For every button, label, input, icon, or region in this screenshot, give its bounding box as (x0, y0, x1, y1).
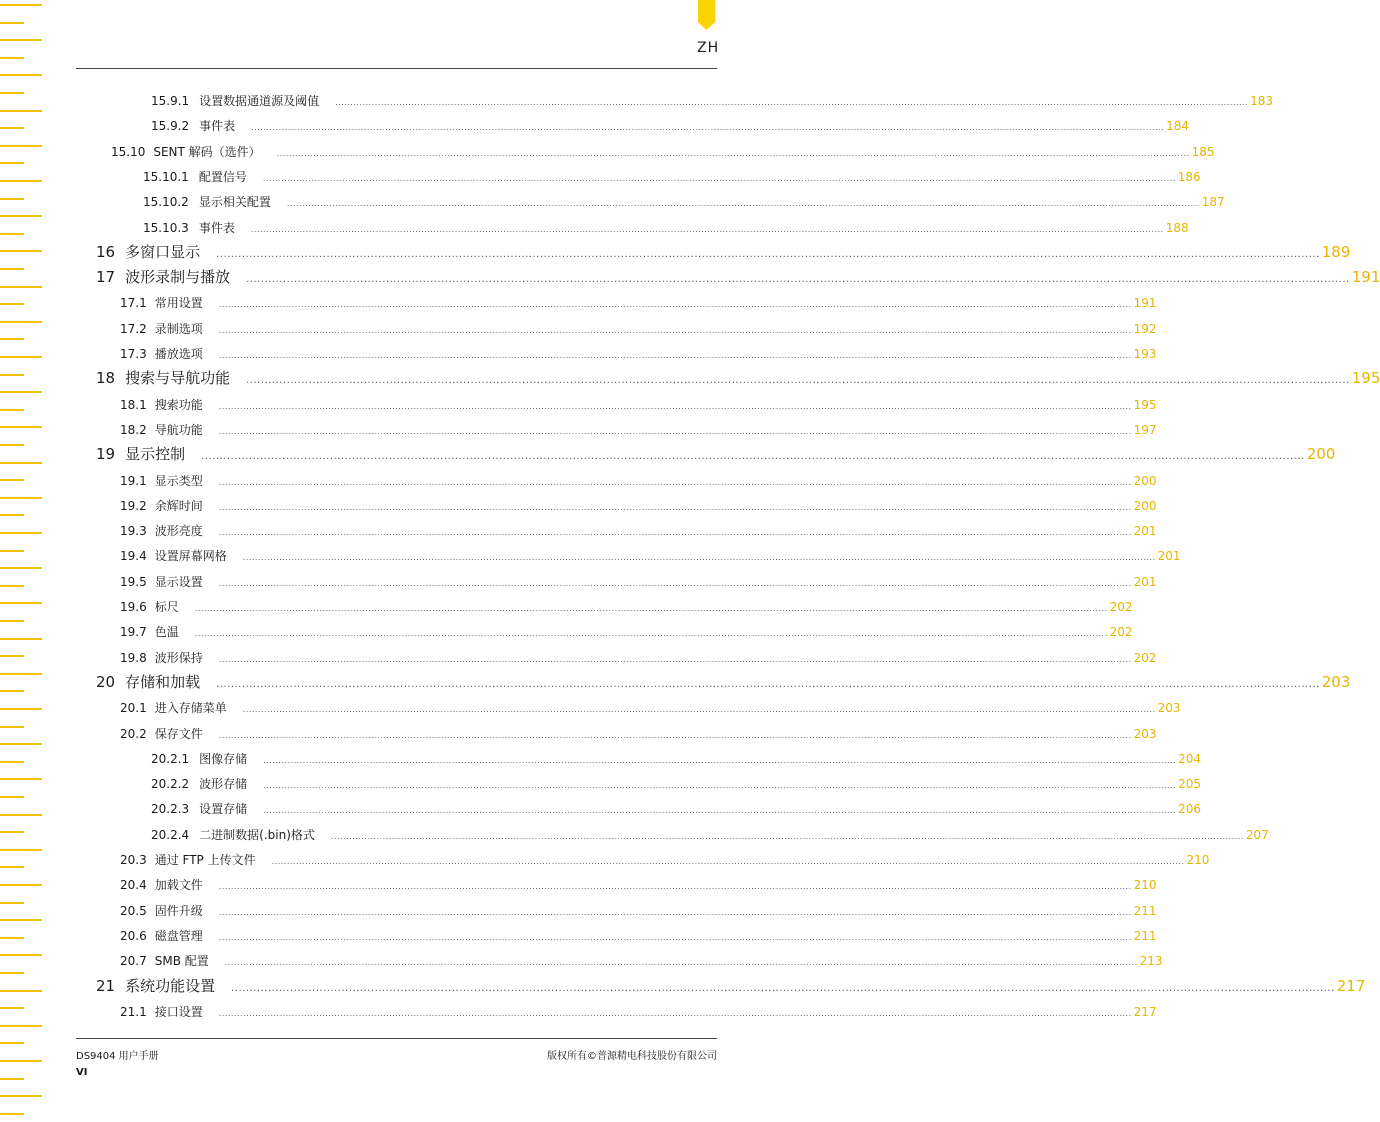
toc-entry[interactable] (151, 800, 1201, 817)
ruler-tick (0, 1078, 24, 1080)
page-edge-ruler (0, 0, 48, 1122)
ruler-tick (0, 57, 24, 59)
toc-entry[interactable] (120, 902, 1157, 918)
toc-entry-page: 217 (1336, 976, 1366, 995)
toc-entry-number: 20 (96, 672, 116, 691)
toc-entry-number: 20.2.3 (151, 802, 190, 817)
toc-leader-dots: ............................................................................................................................................................................................................................................................................................................ (218, 325, 1132, 335)
toc-entry[interactable] (120, 699, 1181, 716)
toc-entry-title: 搜索功能 (154, 397, 203, 412)
toc-entry-title: 磁盘管理 (154, 928, 203, 943)
toc-entry-page: 207 (1245, 827, 1269, 842)
toc-entry-title: 进入存储菜单 (154, 701, 227, 716)
toc-entry-title: SMB 配置 (154, 954, 209, 969)
ruler-tick (0, 550, 24, 552)
ruler-tick (0, 268, 24, 270)
toc-entry-title: 多窗口显示 (125, 242, 201, 261)
toc-entry[interactable] (96, 671, 1351, 691)
ruler-tick (0, 374, 24, 376)
ruler-tick (0, 250, 42, 252)
toc-entry[interactable] (120, 927, 1157, 943)
ruler-tick (0, 74, 42, 76)
ruler-tick (0, 743, 42, 745)
toc-entry-number: 20.2.2 (151, 777, 190, 792)
toc-entry-title: 设置屏幕网格 (154, 549, 227, 564)
toc-entry[interactable] (120, 396, 1157, 412)
toc-entry-number: 20.2.1 (151, 751, 190, 766)
toc-entry-title: 保存文件 (154, 726, 203, 741)
toc-leader-dots: ............................................................................................................................................................................................................................................................................................................ (216, 678, 1320, 690)
toc-leader-dots: ............................................................................................................................................................................................................................................................................................................ (231, 982, 1335, 994)
toc-entry-title: SENT 解码（选件） (153, 144, 261, 159)
toc-entry-page: 185 (1191, 144, 1215, 159)
toc-entry-page: 203 (1157, 701, 1181, 716)
toc-entry-number: 15.10.2 (143, 195, 189, 210)
toc-leader-dots: ............................................................................................................................................................................................................................................................................................................ (201, 451, 1305, 463)
toc-entry-title: 播放选项 (154, 347, 203, 361)
toc-leader-dots: ............................................................................................................................................................................................................................................................................................................ (271, 857, 1185, 866)
toc-entry[interactable] (120, 649, 1157, 665)
toc-entry-page: 204 (1178, 751, 1201, 766)
toc-entry-number: 19.6 (120, 600, 147, 614)
toc-entry-number: 18.1 (120, 397, 147, 412)
ruler-tick (0, 884, 42, 886)
toc-entry[interactable] (151, 826, 1269, 842)
toc-leader-dots: ............................................................................................................................................................................................................................................................................................................ (216, 248, 1320, 260)
toc-entry-title: 显示设置 (154, 574, 203, 589)
toc-entry-page: 184 (1166, 119, 1189, 134)
toc-entry-page: 211 (1133, 928, 1157, 943)
ruler-tick (0, 1060, 42, 1062)
toc-entry-number: 20.7 (120, 954, 147, 969)
ruler-tick (0, 690, 24, 692)
toc-entry-title: 波形录制与播放 (125, 268, 231, 287)
toc-entry-page: 191 (1351, 268, 1380, 287)
toc-leader-dots: ............................................................................................................................................................................................................................................................................................................ (276, 148, 1190, 158)
ruler-tick (0, 127, 24, 129)
toc-entry-number: 19.1 (120, 473, 147, 488)
toc-entry-page: 200 (1306, 445, 1336, 464)
toc-entry[interactable] (120, 497, 1157, 513)
toc-entry-title: 加载文件 (154, 878, 203, 893)
toc-entry-page: 210 (1133, 878, 1157, 893)
ruler-tick (0, 1095, 42, 1097)
toc-entry[interactable] (120, 623, 1133, 640)
toc-entry-page: 183 (1250, 94, 1273, 108)
ruler-tick (0, 338, 24, 340)
toc-entry-number: 19.5 (120, 574, 147, 589)
toc-entry[interactable] (96, 266, 1380, 287)
ruler-tick (0, 145, 42, 147)
ruler-tick (0, 708, 42, 710)
ruler-tick (0, 162, 24, 164)
toc-leader-dots: ............................................................................................................................................................................................................................................................................................................ (218, 654, 1132, 664)
toc-entry-title: 录制选项 (154, 321, 203, 336)
toc-entry-page: 189 (1321, 242, 1351, 261)
toc-entry-page: 205 (1178, 777, 1201, 792)
toc-entry-title: 二进制数据(.bin)格式 (199, 827, 315, 842)
toc-entry-number: 17 (96, 268, 116, 287)
toc-entry[interactable] (96, 443, 1336, 464)
toc-entry[interactable] (151, 750, 1201, 766)
toc-entry-title: 设置数据通道源及阈值 (199, 94, 320, 108)
toc-leader-dots: ............................................................................................................................................................................................................................................................................................................ (242, 705, 1156, 715)
ruler-tick (0, 426, 42, 428)
toc-entry-number: 17.3 (120, 347, 147, 361)
toc-leader-dots: ............................................................................................................................................................................................................................................................................................................ (218, 932, 1132, 942)
ruler-tick (0, 22, 24, 24)
toc-entry-number: 20.4 (120, 878, 147, 893)
ruler-tick (0, 198, 24, 200)
toc-entry-number: 15.10.3 (143, 220, 189, 235)
toc-entry-page: 202 (1109, 600, 1133, 614)
toc-entry-title: 余辉时间 (154, 498, 203, 513)
ruler-tick (0, 391, 42, 393)
ruler-tick (0, 409, 24, 411)
ruler-tick (0, 4, 42, 6)
toc-leader-dots: ............................................................................................................................................................................................................................................................................................................ (218, 401, 1132, 411)
toc-entry-number: 19.2 (120, 498, 147, 513)
toc-entry[interactable] (96, 367, 1380, 388)
toc-leader-dots: ............................................................................................................................................................................................................................................................................................................ (246, 274, 1350, 286)
toc-entry[interactable] (120, 952, 1163, 969)
toc-entry-title: 配置信号 (198, 169, 247, 184)
toc-entry-title: 图像存储 (199, 751, 248, 766)
ruler-tick (0, 1113, 24, 1115)
toc-entry[interactable] (120, 320, 1157, 336)
toc-entry-title: 波形保持 (154, 650, 203, 665)
toc-entry-page: 201 (1157, 549, 1181, 564)
toc-entry[interactable] (120, 421, 1157, 437)
ruler-tick (0, 778, 42, 780)
ruler-tick (0, 638, 42, 640)
toc-leader-dots: ............................................................................................................................................................................................................................................................................................................ (218, 882, 1132, 892)
ruler-tick (0, 92, 24, 94)
ruler-tick (0, 919, 42, 921)
toc-entry[interactable] (120, 598, 1133, 614)
toc-entry-page: 203 (1321, 672, 1351, 691)
toc-entry-page: 217 (1133, 1004, 1157, 1019)
toc-leader-dots: ............................................................................................................................................................................................................................................................................................................ (194, 629, 1108, 639)
toc-leader-dots: ............................................................................................................................................................................................................................................................................................................ (218, 528, 1132, 538)
toc-entry-page: 201 (1133, 524, 1157, 539)
toc-entry-title: 色温 (154, 625, 179, 640)
toc-entry-number: 20.3 (120, 853, 147, 867)
toc-entry-number: 20.1 (120, 701, 147, 716)
toc-entry-number: 15.10 (111, 144, 146, 159)
toc-leader-dots: ............................................................................................................................................................................................................................................................................................................ (218, 578, 1132, 588)
toc-leader-dots: ............................................................................................................................................................................................................................................................................................................ (218, 477, 1132, 487)
toc-entry-page: 203 (1133, 726, 1157, 741)
ruler-tick (0, 462, 42, 464)
ruler-tick (0, 585, 24, 587)
ruler-tick (0, 602, 42, 604)
ruler-tick (0, 1042, 24, 1044)
toc-entry[interactable] (111, 143, 1215, 159)
toc-entry-number: 15.10.1 (143, 169, 189, 184)
toc-leader-dots: ............................................................................................................................................................................................................................................................................................................ (218, 1008, 1132, 1018)
toc-entry-title: 波形存储 (199, 777, 248, 792)
toc-entry-title: 显示相关配置 (198, 195, 271, 210)
toc-leader-dots: ............................................................................................................................................................................................................................................................................................................ (194, 604, 1108, 613)
toc-entry-page: 210 (1186, 853, 1210, 867)
toc-entry-number: 15.9.2 (151, 119, 190, 134)
ruler-tick (0, 972, 24, 974)
toc-leader-dots: ............................................................................................................................................................................................................................................................................................................ (330, 831, 1244, 841)
toc-entry[interactable] (120, 876, 1157, 893)
toc-leader-dots: ............................................................................................................................................................................................................................................................................................................ (224, 958, 1138, 968)
toc-leader-dots: ............................................................................................................................................................................................................................................................................................................ (262, 173, 1176, 183)
toc-entry-title: 导航功能 (154, 422, 203, 437)
toc-entry-title: 系统功能设置 (125, 976, 216, 995)
toc-entry-number: 18 (96, 369, 116, 388)
toc-entry-page: 201 (1133, 574, 1157, 589)
ruler-tick (0, 444, 24, 446)
ruler-tick (0, 1007, 24, 1009)
ruler-tick (0, 937, 24, 939)
footer-copyright: 版权所有©普源精电科技股份有限公司 (547, 1051, 717, 1062)
toc-entry-number: 20.2.4 (151, 827, 190, 842)
toc-entry-number: 17.2 (120, 321, 147, 336)
language-tab-marker (698, 0, 715, 30)
toc-entry-page: 211 (1133, 903, 1157, 918)
toc-entry-number: 19 (96, 445, 116, 464)
ruler-tick (0, 286, 42, 288)
toc-entry-page: 213 (1139, 954, 1163, 969)
toc-leader-dots: ............................................................................................................................................................................................................................................................................................................ (218, 907, 1132, 917)
toc-entry-page: 195 (1351, 369, 1380, 388)
toc-entry-number: 20.6 (120, 928, 147, 943)
toc-entry[interactable] (96, 241, 1351, 261)
ruler-tick (0, 532, 42, 534)
toc-entry-page: 200 (1133, 498, 1157, 513)
toc-entry-page: 206 (1178, 802, 1201, 817)
toc-entry-page: 197 (1133, 422, 1157, 437)
ruler-tick (0, 954, 42, 956)
toc-entry[interactable] (120, 345, 1157, 361)
toc-entry-title: 显示类型 (154, 473, 203, 488)
toc-leader-dots: ............................................................................................................................................................................................................................................................................................................ (286, 199, 1200, 209)
ruler-tick (0, 902, 24, 904)
ruler-tick (0, 814, 42, 816)
toc-entry-number: 20.5 (120, 903, 147, 918)
ruler-tick (0, 849, 42, 851)
toc-entry-page: 187 (1201, 195, 1225, 210)
toc-entry-title: 搜索与导航功能 (125, 369, 231, 388)
toc-entry-page: 200 (1133, 473, 1157, 488)
toc-entry[interactable] (120, 547, 1181, 564)
header-rule (76, 68, 717, 69)
toc-entry-number: 16 (96, 242, 116, 261)
toc-entry-title: 设置存储 (199, 802, 248, 817)
toc-entry-number: 19.3 (120, 524, 147, 539)
toc-entry-title: 事件表 (198, 220, 235, 235)
toc-entry-number: 18.2 (120, 422, 147, 437)
ruler-tick (0, 761, 24, 763)
toc-leader-dots: ............................................................................................................................................................................................................................................................................................................ (242, 553, 1156, 563)
toc-entry-page: 186 (1177, 169, 1201, 184)
ruler-tick (0, 356, 42, 358)
toc-entry[interactable] (143, 193, 1225, 210)
toc-leader-dots: ............................................................................................................................................................................................................................................................................................................ (218, 426, 1132, 436)
toc-entry[interactable] (143, 219, 1189, 235)
toc-leader-dots: ............................................................................................................................................................................................................................................................................................................ (218, 502, 1132, 512)
toc-entry[interactable] (151, 92, 1273, 108)
toc-leader-dots: ............................................................................................................................................................................................................................................................................................................ (251, 123, 1165, 133)
toc-entry-title: 固件升级 (154, 903, 203, 918)
toc-entry[interactable] (151, 775, 1201, 792)
ruler-tick (0, 321, 42, 323)
toc-leader-dots: ............................................................................................................................................................................................................................................................................................................ (263, 806, 1177, 816)
toc-leader-dots: ............................................................................................................................................................................................................................................................................................................ (218, 730, 1132, 740)
ruler-tick (0, 990, 42, 992)
ruler-tick (0, 655, 24, 657)
toc-leader-dots: ............................................................................................................................................................................................................................................................................................................ (246, 375, 1350, 387)
toc-entry-number: 19.8 (120, 650, 147, 665)
toc-entry[interactable] (120, 851, 1210, 867)
toc-entry[interactable] (143, 168, 1201, 184)
ruler-tick (0, 514, 24, 516)
toc-entry[interactable] (120, 522, 1157, 539)
toc-entry-title: 事件表 (199, 119, 236, 134)
toc-entry-title: 常用设置 (154, 296, 203, 311)
ruler-tick (0, 866, 24, 868)
toc-entry-number: 17.1 (120, 296, 147, 311)
toc-entry-title: 标尺 (154, 600, 179, 614)
language-label: ZH (697, 40, 720, 56)
toc-entry-page: 192 (1133, 321, 1157, 336)
ruler-tick (0, 303, 24, 305)
toc-entry-number: 20.2 (120, 726, 147, 741)
ruler-tick (0, 479, 24, 481)
ruler-tick (0, 233, 24, 235)
toc-leader-dots: ............................................................................................................................................................................................................................................................................................................ (250, 224, 1164, 234)
toc-entry-title: 接口设置 (154, 1004, 203, 1019)
ruler-tick (0, 620, 24, 622)
toc-entry-number: 19.7 (120, 625, 147, 640)
ruler-tick (0, 39, 42, 41)
toc-entry-number: 19.4 (120, 549, 147, 564)
toc-entry-page: 191 (1133, 296, 1157, 311)
toc-entry[interactable] (120, 472, 1157, 488)
toc-leader-dots: ............................................................................................................................................................................................................................................................................................................ (263, 755, 1177, 765)
toc-entry[interactable] (96, 975, 1366, 995)
toc-entry[interactable] (151, 117, 1189, 134)
toc-entry-title: 显示控制 (125, 445, 186, 464)
ruler-tick (0, 1025, 42, 1027)
ruler-tick (0, 567, 42, 569)
toc-entry[interactable] (120, 294, 1157, 311)
footer-page-number: VI (76, 1067, 88, 1078)
toc-entry[interactable] (120, 725, 1157, 741)
toc-entry-page: 195 (1133, 397, 1157, 412)
toc-entry[interactable] (120, 1003, 1157, 1019)
footer-manual-name: DS9404 用户手册 (76, 1051, 159, 1062)
toc-entry-page: 202 (1133, 650, 1157, 665)
toc-entry-title: 波形亮度 (154, 524, 203, 539)
ruler-tick (0, 215, 42, 217)
ruler-tick (0, 180, 42, 182)
toc-entry-page: 188 (1165, 220, 1189, 235)
toc-entry-title: 存储和加载 (125, 672, 201, 691)
ruler-tick (0, 497, 42, 499)
toc-entry-title: 通过 FTP 上传文件 (154, 853, 256, 867)
toc-leader-dots: ............................................................................................................................................................................................................................................................................................................ (218, 351, 1132, 360)
toc-entry-page: 193 (1133, 347, 1157, 361)
toc-leader-dots: ............................................................................................................................................................................................................................................................................................................ (218, 300, 1132, 310)
toc-entry-number: 21 (96, 976, 116, 995)
ruler-tick (0, 831, 24, 833)
toc-entry[interactable] (120, 573, 1157, 589)
toc-entry-number: 21.1 (120, 1004, 147, 1019)
ruler-tick (0, 110, 42, 112)
toc-entry-page: 202 (1109, 625, 1133, 640)
toc-leader-dots: ............................................................................................................................................................................................................................................................................................................ (335, 98, 1249, 107)
toc-entry-number: 15.9.1 (151, 94, 190, 108)
ruler-tick (0, 726, 24, 728)
toc-leader-dots: ............................................................................................................................................................................................................................................................................................................ (263, 781, 1177, 791)
ruler-tick (0, 673, 42, 675)
ruler-tick (0, 796, 24, 798)
footer-rule (76, 1038, 717, 1039)
